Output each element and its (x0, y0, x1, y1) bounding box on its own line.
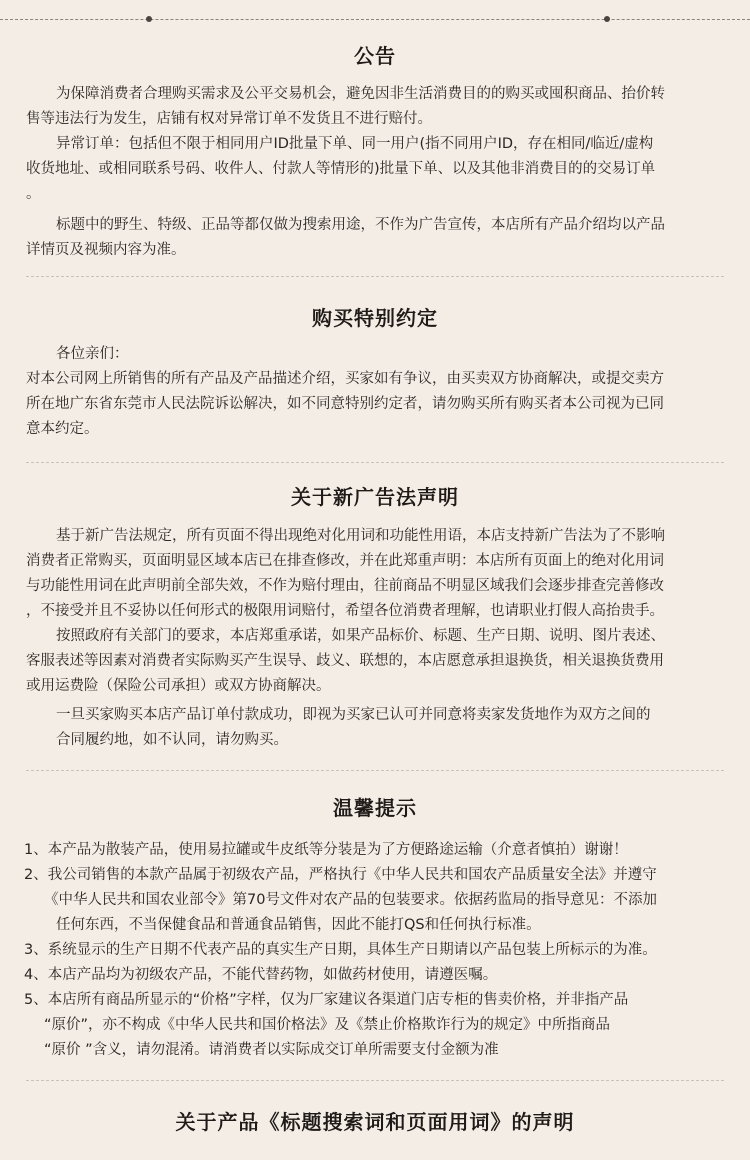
tips-item-2-line3: 任何东西，不当保健食品和普通食品销售，因此不能打QS和任何执行标准。 (56, 917, 541, 933)
notice-p2-line2: 收货地址、或相同联系号码、收件人、付款人等情形的)批量下单、以及其他非消费目的的交易订单 (26, 161, 656, 177)
notice-p1-line1: 为保障消费者合理购买需求及公平交易机会，避免因非生活消费目的的购买或囤积商品、抬价转 (56, 86, 665, 102)
adlaw-body (0, 524, 750, 753)
tips-item-1-line1: 1、本产品为散装产品，使用易拉罐或牛皮纸等分装是为了方便路途运输（介意者慎拍）谢谢！ (24, 842, 628, 858)
notice-title: 公告 (354, 44, 396, 68)
decor-dot-left (146, 16, 152, 22)
notice-section (0, 40, 750, 69)
tips-item-3-line1: 3、系统显示的生产日期不代表产品的真实生产日期，具体生产日期请以产品包装上所标示的为准。 (24, 942, 657, 958)
tips-item (24, 938, 740, 963)
notice-p1-line2: 售等违法行为发生，店铺有权对异常订单不发货且不进行赔付。 (26, 111, 432, 127)
notice-p2-line1: 异常订单：包括但不限于相同用户ID批量下单、同一用户(指不同用户ID，存在相同/临近/虚构 (56, 136, 654, 152)
tips-section (0, 792, 750, 821)
notice-p2-line3: 。 (26, 186, 41, 202)
adlaw-p2-line3: 或用运费险（保险公司承担）或双方协商解决。 (26, 678, 331, 694)
divider (26, 276, 724, 277)
tips-item (24, 988, 740, 1063)
divider (26, 462, 724, 463)
agreement-line1: 对本公司网上所销售的所有产品及产品描述介绍，买家如有争议，由买卖双方协商解决，或提交卖方 (26, 371, 664, 387)
agreement-section (0, 302, 750, 331)
tips-item-5-line1: 5、本店所有商品所显示的“价格”字样，仅为厂家建议各渠道门店专柜的售卖价格，并非指产品 (24, 992, 629, 1008)
tips-item-4-line1: 4、本店产品均为初级农产品，不能代替药物，如做药材使用，请遵医嘱。 (24, 967, 498, 983)
tips-item-5-line2: “原价”，亦不构成《中华人民共和国价格法》及《禁止价格欺诈行为的规定》中所指商品 (44, 1017, 611, 1033)
adlaw-p1-line2: 消费者正常购买，页面明显区域本店已在排查修改，并在此郑重声明：本店所有页面上的绝对化用词 (26, 553, 664, 569)
decor-dot-right (604, 16, 610, 22)
product-statement-section (0, 1106, 750, 1135)
adlaw-section (0, 481, 750, 510)
notice-body (0, 82, 750, 263)
tips-list (0, 838, 740, 1063)
top-dashed-line (0, 19, 750, 20)
adlaw-p1-line4: ，不接受并且不妥协以任何形式的极限用词赔付，希望各位消费者理解，也请职业打假人高抬贵手。 (26, 603, 664, 619)
adlaw-title: 关于新广告法声明 (291, 485, 459, 509)
adlaw-p3-line1: 一旦买家购买本店产品订单付款成功，即视为买家已认可并同意将卖家发货地作为双方之间的 (56, 707, 651, 723)
adlaw-p2-line1: 按照政府有关部门的要求，本店郑重承诺，如果产品标价、标题、生产日期、说明、图片表述、 (56, 628, 665, 644)
agreement-greeting: 各位亲们： (56, 346, 129, 362)
agreement-line3: 意本约定。 (26, 421, 99, 437)
tips-title: 温馨提示 (333, 796, 417, 820)
adlaw-p3-line2: 合同履约地，如不认同，请勿购买。 (56, 732, 288, 748)
notice-p3-line1: 标题中的野生、特级、正品等都仅做为搜索用途，不作为广告宣传，本店所有产品介绍均以产品 (56, 217, 665, 233)
agreement-line2: 所在地广东省东莞市人民法院诉讼解决，如不同意特别约定者，请勿购买所有购买者本公司视为已同 (26, 396, 664, 412)
tips-item (24, 838, 740, 863)
tips-item (24, 863, 740, 938)
divider (26, 770, 724, 771)
tips-item-5-line3: “原价 ”含义，请勿混淆。请消费者以实际成交订单所需要支付金额为准 (44, 1042, 499, 1058)
divider (26, 1080, 724, 1081)
tips-item (24, 963, 740, 988)
tips-item-2-line2: 《中华人民共和国农业部令》第70号文件对农产品的包装要求。依据药监局的指导意见：不添加 (44, 892, 657, 908)
notice-p3-line2: 详情页及视频内容为准。 (26, 242, 186, 258)
agreement-body (0, 342, 750, 442)
agreement-title: 购买特别约定 (312, 306, 438, 330)
adlaw-p2-line2: 客服表述等因素对消费者实际购买产生误导、歧义、联想的，本店愿意承担退换货，相关退换货费用 (26, 653, 664, 669)
adlaw-p1-line3: 与功能性用词在此声明前全部失效，不作为赔付理由，往前商品不明显区域我们会逐步排查完善修改 (26, 578, 664, 594)
tips-item-2-line1: 2、我公司销售的本款产品属于初级农产品，严格执行《中华人民共和国农产品质量安全法》并遵守 (24, 867, 657, 883)
product-statement-title: 关于产品《标题搜索词和页面用词》的声明 (175, 1110, 575, 1134)
adlaw-p1-line1: 基于新广告法规定，所有页面不得出现绝对化用词和功能性用语，本店支持新广告法为了不影响 (56, 528, 665, 544)
